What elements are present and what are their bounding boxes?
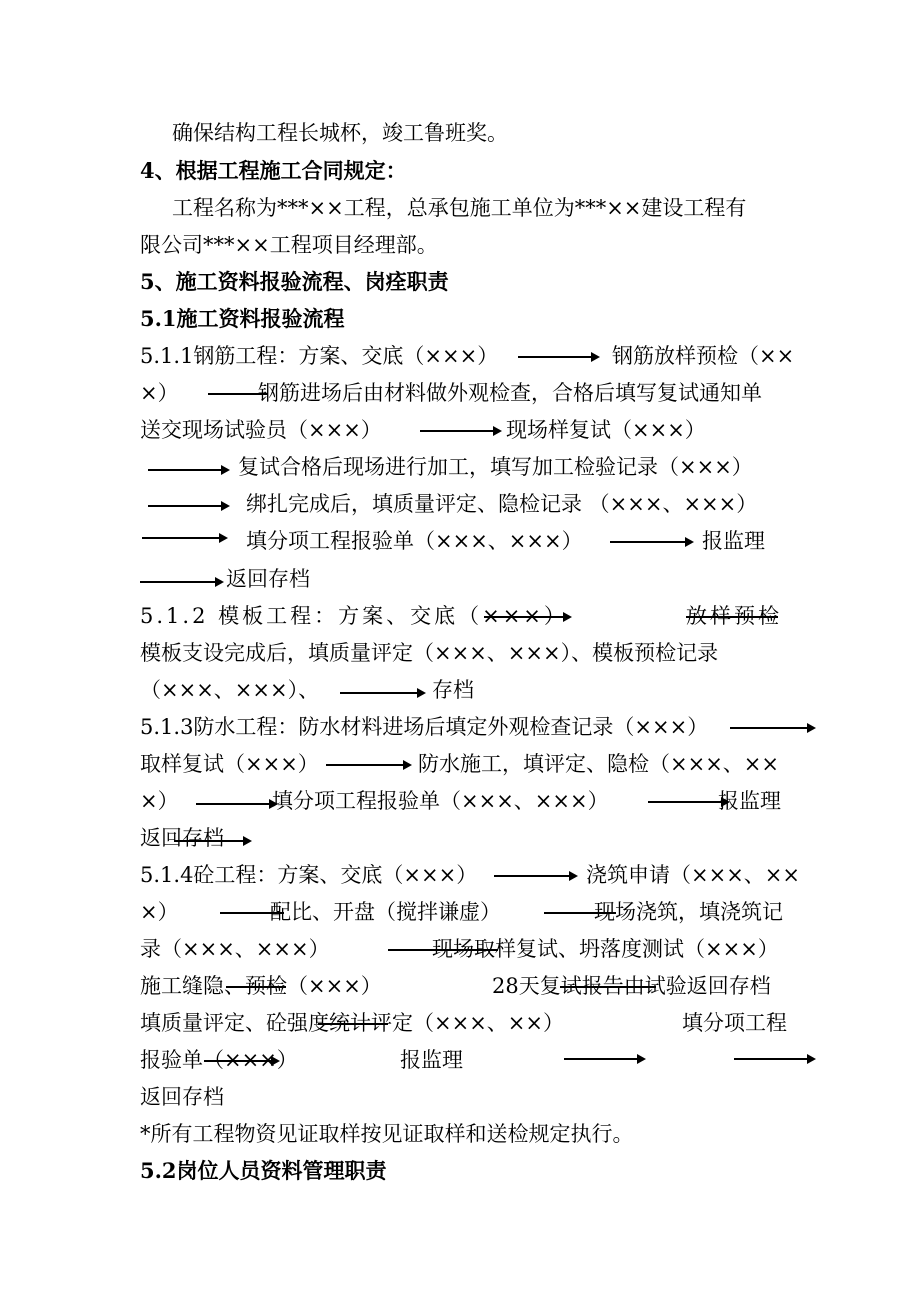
text-line: 填质量评定、砼强度统计评定（×××、××） — [140, 1011, 564, 1035]
text-line: 钢筋进场后由材料做外观检查，合格后填写复试通知单 — [258, 381, 762, 405]
text-line: 工程名称为***××工程，总承包施工单位为***××建设工程有 — [172, 196, 747, 220]
text-line: 5.1.2 模板工程：方案、交底（×××） — [140, 604, 568, 628]
text-line: 返回存档 — [140, 826, 224, 850]
text-line: 模板支设完成后，填质量评定（×××、×××）、模板预检记录 — [140, 641, 719, 665]
text-line: 填分项工程报验单（×××、×××） — [246, 529, 583, 553]
flow-arrow — [484, 616, 570, 618]
text-line: 返回存档 — [226, 567, 310, 591]
text-line: ×） — [140, 381, 179, 405]
text-line: 复试合格后现场进行加工，填写加工检验记录（×××） — [238, 455, 753, 479]
flow-arrow — [196, 803, 276, 805]
text-line: ×） — [140, 789, 179, 813]
flow-arrow — [610, 541, 692, 543]
flow-arrow — [142, 537, 226, 539]
text-line: 取样复试（×××） — [140, 752, 319, 776]
flow-line — [686, 616, 778, 618]
flow-arrow — [564, 1058, 644, 1060]
text-line: 防水施工，填评定、隐检（×××、×× — [418, 752, 779, 776]
text-line: *所有工程物资见证取样按见证取样和送检规定执行。 — [140, 1122, 634, 1146]
flow-arrow — [494, 875, 576, 877]
flow-arrow — [326, 764, 410, 766]
text-line: 28天复试报告由试验返回存档 — [492, 974, 771, 998]
text-line: 现场浇筑，填浇筑记 — [594, 900, 783, 924]
flow-arrow — [518, 356, 598, 358]
flow-arrow — [140, 581, 222, 583]
text-line: （×××、×××）、 — [140, 678, 320, 702]
text-line: 5.1.1钢筋工程：方案、交底（×××） — [140, 344, 499, 368]
text-line: 绑扎完成后，填质量评定、隐检记录 （×××、×××） — [246, 492, 758, 516]
flow-arrow — [648, 801, 728, 803]
text-line: 送交现场试验员（×××） — [140, 418, 382, 442]
text-line: 返回存档 — [140, 1085, 224, 1109]
text-line: 确保结构工程长城杯，竣工鲁班奖。 — [172, 121, 508, 145]
text-line: 报监理 — [400, 1048, 463, 1072]
flow-arrow — [204, 1060, 278, 1062]
flow-arrow — [148, 469, 228, 471]
text-line: 填分项工程 — [682, 1011, 787, 1035]
text-line: 现场样复试（×××） — [506, 418, 706, 442]
text-line: ×） — [140, 900, 179, 924]
flow-arrow — [730, 727, 814, 729]
text-line: 存档 — [432, 678, 474, 702]
section-heading: 4、根据工程施工合同规定： — [140, 158, 407, 183]
flow-arrow — [174, 840, 250, 842]
text-line: 浇筑申请（×××、×× — [586, 863, 800, 887]
text-line: 配比、开盘（搅拌谦虚） — [270, 900, 501, 924]
text-line: 5.1.4砼工程：方案、交底（×××） — [140, 863, 478, 887]
text-line: 钢筋放样预检（×× — [612, 344, 795, 368]
text-line: 现场取样复试、坍落度测试（×××） — [432, 937, 779, 961]
text-line: 5.1.3防水工程：防水材料进场后填定外观检查记录（×××） — [140, 715, 709, 739]
text-line: 报监理 — [702, 529, 765, 553]
text-line: 录（×××、×××） — [140, 937, 330, 961]
text-line: 报验单（×××） — [140, 1048, 298, 1072]
text-line: 施工缝隐、预检（×××） — [140, 974, 382, 998]
text-line: 报监理 — [718, 789, 781, 813]
flow-arrow — [734, 1058, 814, 1060]
flow-line — [318, 1023, 388, 1025]
text-line: 填分项工程报验单（×××、×××） — [272, 789, 609, 813]
text-line: 限公司***××工程项目经理部。 — [140, 233, 438, 257]
subsection-heading: 5.1施工资料报验流程 — [140, 306, 345, 331]
text-line: 放样预检 — [686, 604, 782, 628]
subsection-heading: 5.2岗位人员资料管理职责 — [140, 1158, 387, 1183]
section-heading: 5、施工资料报验流程、岗痊职责 — [140, 269, 449, 294]
flow-arrow — [148, 505, 228, 507]
flow-arrow — [340, 692, 424, 694]
flow-arrow — [420, 430, 500, 432]
flow-line — [226, 986, 286, 988]
flow-line — [560, 986, 656, 988]
